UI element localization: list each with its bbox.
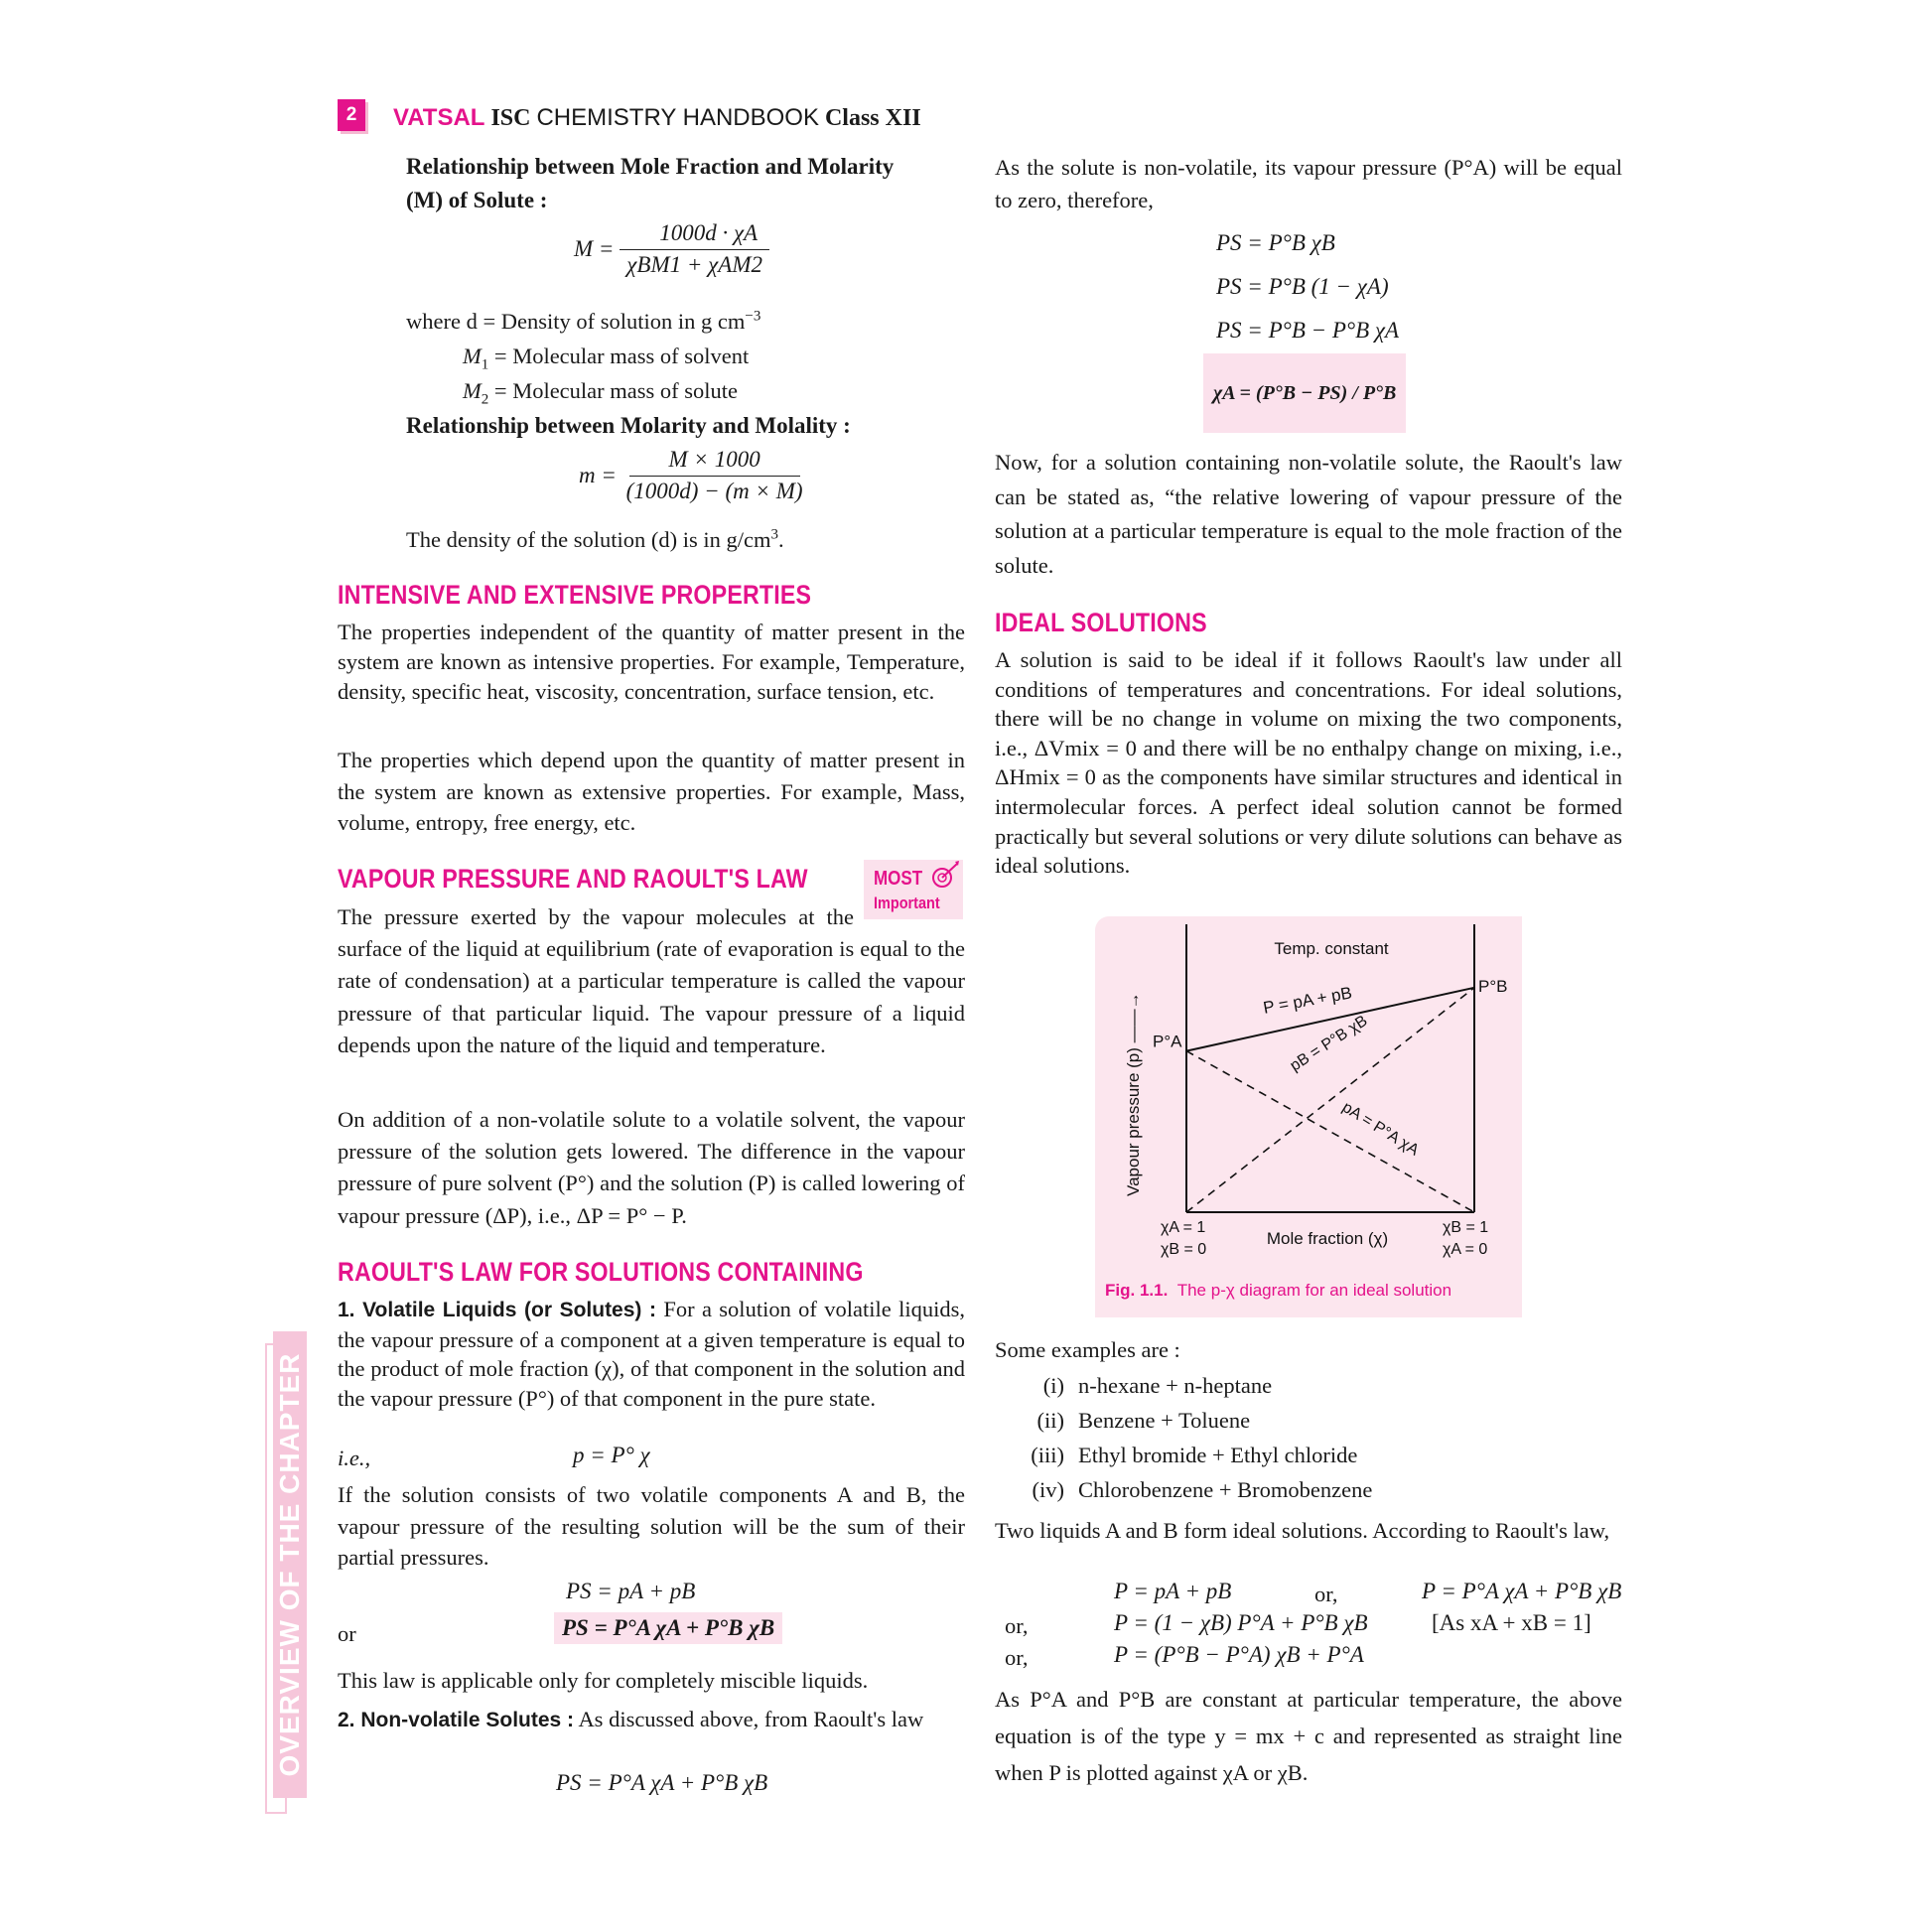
equation-row	[995, 1610, 1622, 1642]
eq-row-eq: P = pA + pB	[1114, 1579, 1232, 1603]
temp-constant-label: Temp. constant	[1274, 939, 1389, 958]
where-density	[406, 306, 760, 337]
density-note-exp: 3	[770, 526, 778, 543]
figure-caption	[1105, 1281, 1451, 1300]
solute-paragraph: As the solute is non-volatile, its vapour pressure (P°A) will be equal to zero, therefore,	[995, 155, 1622, 212]
list-item	[995, 1474, 1622, 1509]
examples-intro: Some examples are :	[995, 1337, 1180, 1362]
eq-row-prefix: or,	[1005, 1613, 1029, 1638]
m1-subscript: 1	[481, 356, 489, 373]
eq-molality-numerator: M × 1000	[629, 447, 800, 477]
eq-row-eq2: [As xA + xB = 1]	[1432, 1610, 1591, 1635]
m1-symbol: M	[463, 344, 482, 368]
where-m1	[463, 341, 749, 371]
eq-molality-fraction	[622, 447, 807, 504]
eq-molarity-denominator: χBM1 + χAM2	[626, 252, 762, 277]
page-number: 2	[345, 104, 357, 125]
figure-p-chi-diagram	[1095, 916, 1522, 1317]
relative-lowering-paragraph: Now, for a solution containing non-volatile solute, the Raoult's law can be stated as, “the relative lowering of vapour pressure of the solution at a particular temperature is equal to the mole fraction of the solute.	[995, 450, 1622, 578]
density-note-text: The density of the solution (d) is in g/cm	[406, 527, 771, 552]
eq-row-mid: or,	[1314, 1582, 1338, 1606]
equation-line-2: PS = P°B (1 − χA)	[1216, 274, 1389, 299]
page-number-badge	[338, 99, 365, 131]
badge-line2: Important	[874, 894, 940, 912]
ie-label: i.e.,	[338, 1446, 371, 1470]
ideal-solutions-paragraph: A solution is said to be ideal if it follows Raoult's law under all conditions of temperatures and concentrations. For ideal solutions, there will be no change in volume on mixing the two components, i.e., ΔVmix = 0 and there will be no enthalpy change on mixing, i.e., ΔHmix = 0 as the components have similar structures and identical in intermolecular forces. A perfect ideal solution cannot be formed practically but several solutions or very dilute solutions can behave as ideal solutions.	[995, 647, 1622, 879]
eq-molarity-numerator: 1000d · χA	[620, 220, 769, 250]
list-item-number: (iv)	[1032, 1477, 1064, 1502]
left-end-label-2: χB = 0	[1161, 1241, 1207, 1258]
non-volatile-label: 2. Non-volatile Solutes :	[338, 1709, 575, 1731]
where-m1-text: = Molecular mass of solvent	[493, 344, 750, 368]
equation-line-3: PS = P°B − P°B χA	[1216, 318, 1400, 343]
caption-prefix: Fig. 1.1.	[1105, 1281, 1169, 1300]
side-tab	[273, 1331, 307, 1798]
target-icon	[929, 860, 963, 890]
p-chi-diagram-svg	[1095, 916, 1522, 1317]
intensive-paragraph: The properties independent of the quantity of matter present in the system are known as intensive properties. For example, Temperature, density, specific heat, viscosity, concentration, surface tension, etc.	[338, 620, 965, 704]
pb-line-label: pB = P°B χB	[1287, 1012, 1371, 1075]
list-item	[995, 1370, 1622, 1405]
equation-molarity	[574, 220, 769, 278]
extensive-paragraph: The properties which depend upon the quantity of matter present in the system are known as extensive properties. For example, Mass, volume, entropy, free energy, etc.	[338, 748, 965, 835]
equation-chi-a	[1203, 353, 1406, 433]
left-end-label-1: χA = 1	[1161, 1219, 1206, 1236]
mf-molarity-heading-line2: (M) of Solute :	[406, 188, 548, 212]
volatile-liquids-paragraph	[338, 1295, 965, 1413]
right-end-label-1: χB = 1	[1443, 1219, 1489, 1236]
pb0-label: P°B	[1478, 976, 1508, 996]
m2-subscript: 2	[481, 391, 489, 408]
pa0-label: P°A	[1153, 1032, 1182, 1051]
list-item-text: Ethyl bromide + Ethyl chloride	[1078, 1443, 1358, 1467]
running-header	[393, 104, 921, 132]
molarity-molality-heading: Relationship between Molarity and Molality :	[406, 413, 851, 438]
eq-chi-a-text: χA = (P°B − PS) / P°B	[1213, 381, 1397, 404]
eq-molality-lhs: m =	[579, 463, 617, 487]
eq-row-eq: P = (P°B − P°A) χB + P°A	[1114, 1642, 1364, 1667]
eq-molarity-fraction	[620, 220, 769, 278]
side-tab-label: OVERVIEW OF THE CHAPTER	[274, 1352, 305, 1777]
book-title: CHEMISTRY HANDBOOK	[536, 104, 819, 131]
list-item-text: Chlorobenzene + Bromobenzene	[1078, 1477, 1373, 1502]
heading-intensive-extensive: INTENSIVE AND EXTENSIVE PROPERTIES	[338, 580, 812, 610]
volatile-liquids-label: 1. Volatile Liquids (or Solutes) :	[338, 1299, 656, 1321]
eq-molarity-lhs: M =	[574, 236, 615, 261]
pa-line-label: pA = P°A χA	[1338, 1098, 1422, 1160]
equation-p-equals: p = P° χ	[573, 1443, 650, 1467]
vapour-pressure-paragraph-1	[338, 901, 965, 1061]
or-label: or	[338, 1621, 356, 1646]
heading-ideal-solutions: IDEAL SOLUTIONS	[995, 608, 1207, 637]
equation-rows	[995, 1579, 1622, 1674]
vp-para-1-text: The pressure exerted by the vapour molecules at the surface of the liquid at equilibrium (rate of evaporation is equal to the rate of condensation) at a particular temperature is called the vapour pressure of that particular liquid. The vapour pressure of a liquid depends upon the nature of the liquid and temperature.	[338, 904, 965, 1057]
mf-molarity-heading	[406, 151, 894, 215]
non-volatile-text: As discussed above, from Raoult's law	[578, 1707, 924, 1731]
examples-list	[995, 1370, 1622, 1509]
heading-vapour-pressure: VAPOUR PRESSURE AND RAOULT'S LAW	[338, 864, 808, 894]
series-name: ISC	[490, 105, 531, 131]
vapour-pressure-paragraph-2: On addition of a non-volatile solute to a volatile solvent, the vapour pressure of the solution gets lowered. The difference in the vapour pressure of pure solvent (P°) and the solution (P) is called lowering of vapour pressure (ΔP), i.e., ΔP = P° − P.	[338, 1107, 965, 1228]
density-note	[406, 524, 784, 555]
equation-ps-full: PS = P°A χA + P°B χB	[556, 1770, 768, 1795]
class-label: Class XII	[824, 105, 921, 131]
eq-molality-denominator: (1000d) − (m × M)	[625, 479, 803, 503]
where-density-text: where d = Density of solution in g cm	[406, 309, 746, 334]
eq-ps-highlight-text: PS = P°A χA + P°B χB	[562, 1615, 775, 1640]
where-m2-text: = Molecular mass of solute	[493, 378, 739, 403]
equation-molality	[579, 447, 807, 504]
list-item-text: Benzene + Toluene	[1078, 1408, 1251, 1433]
total-line-label: P = pA + pB	[1261, 983, 1354, 1018]
eq-row-eq2: P = P°A χA + P°B χB	[1422, 1579, 1622, 1603]
constant-paragraph: As P°A and P°B are constant at particular temperature, the above equation is of the type y = mx + c and represented as straight line when P is plotted against χA or χB.	[995, 1687, 1622, 1785]
heading-raoults-law: RAOULT'S LAW FOR SOLUTIONS CONTAINING	[338, 1257, 864, 1287]
eq-row-eq: P = (1 − χB) P°A + P°B χB	[1114, 1610, 1368, 1635]
miscible-note: This law is applicable only for completely miscible liquids.	[338, 1668, 869, 1693]
badge-spacer	[854, 901, 965, 923]
list-item-number: (ii)	[1036, 1408, 1064, 1433]
two-components-paragraph: If the solution consists of two volatile components A and B, the vapour pressure of the resulting solution will be the sum of their partial pressures.	[338, 1482, 965, 1570]
density-note-end: .	[777, 527, 784, 552]
m2-symbol: M	[463, 378, 482, 403]
y-axis-label: Vapour pressure (p) ——→	[1124, 992, 1143, 1196]
brand-name: VATSAL	[393, 104, 485, 131]
caption-text: The p-χ diagram for an ideal solution	[1176, 1281, 1452, 1300]
volatile-liquids-text: For a solution of volatile liquids, the vapour pressure of a component at a given temperature is equal to the product of mole fraction (χ), of that component in the solution and the vapour pressure (P°) of that component in the pure state.	[338, 1297, 965, 1411]
list-item-number: (iii)	[1031, 1443, 1064, 1467]
pa-partial-pressure-line	[1186, 1051, 1474, 1212]
x-axis-label: Mole fraction (χ)	[1266, 1229, 1389, 1248]
mf-molarity-heading-line1: Relationship between Mole Fraction and Molarity	[406, 154, 895, 179]
list-item	[995, 1405, 1622, 1440]
equation-row	[995, 1642, 1622, 1674]
where-density-exp: −3	[745, 308, 761, 325]
where-m2	[463, 375, 738, 406]
right-end-label-2: χA = 0	[1443, 1241, 1488, 1258]
list-item-number: (i)	[1042, 1373, 1064, 1398]
list-item	[995, 1440, 1622, 1474]
eq-row-prefix: or,	[1005, 1645, 1029, 1670]
equation-row	[995, 1579, 1622, 1610]
equation-line-1: PS = P°B χB	[1216, 230, 1335, 255]
equation-ps-highlight	[554, 1612, 782, 1644]
eq-ps-sum-text: PS = pA + pB	[566, 1579, 696, 1603]
list-item-text: n-hexane + n-heptane	[1078, 1373, 1273, 1398]
pb-partial-pressure-line	[1186, 988, 1474, 1212]
non-volatile-paragraph	[338, 1705, 965, 1735]
badge-line1: MOST	[874, 868, 923, 890]
two-liquids-paragraph: Two liquids A and B form ideal solutions. According to Raoult's law,	[995, 1518, 1610, 1543]
equation-ps-sum	[566, 1579, 695, 1604]
